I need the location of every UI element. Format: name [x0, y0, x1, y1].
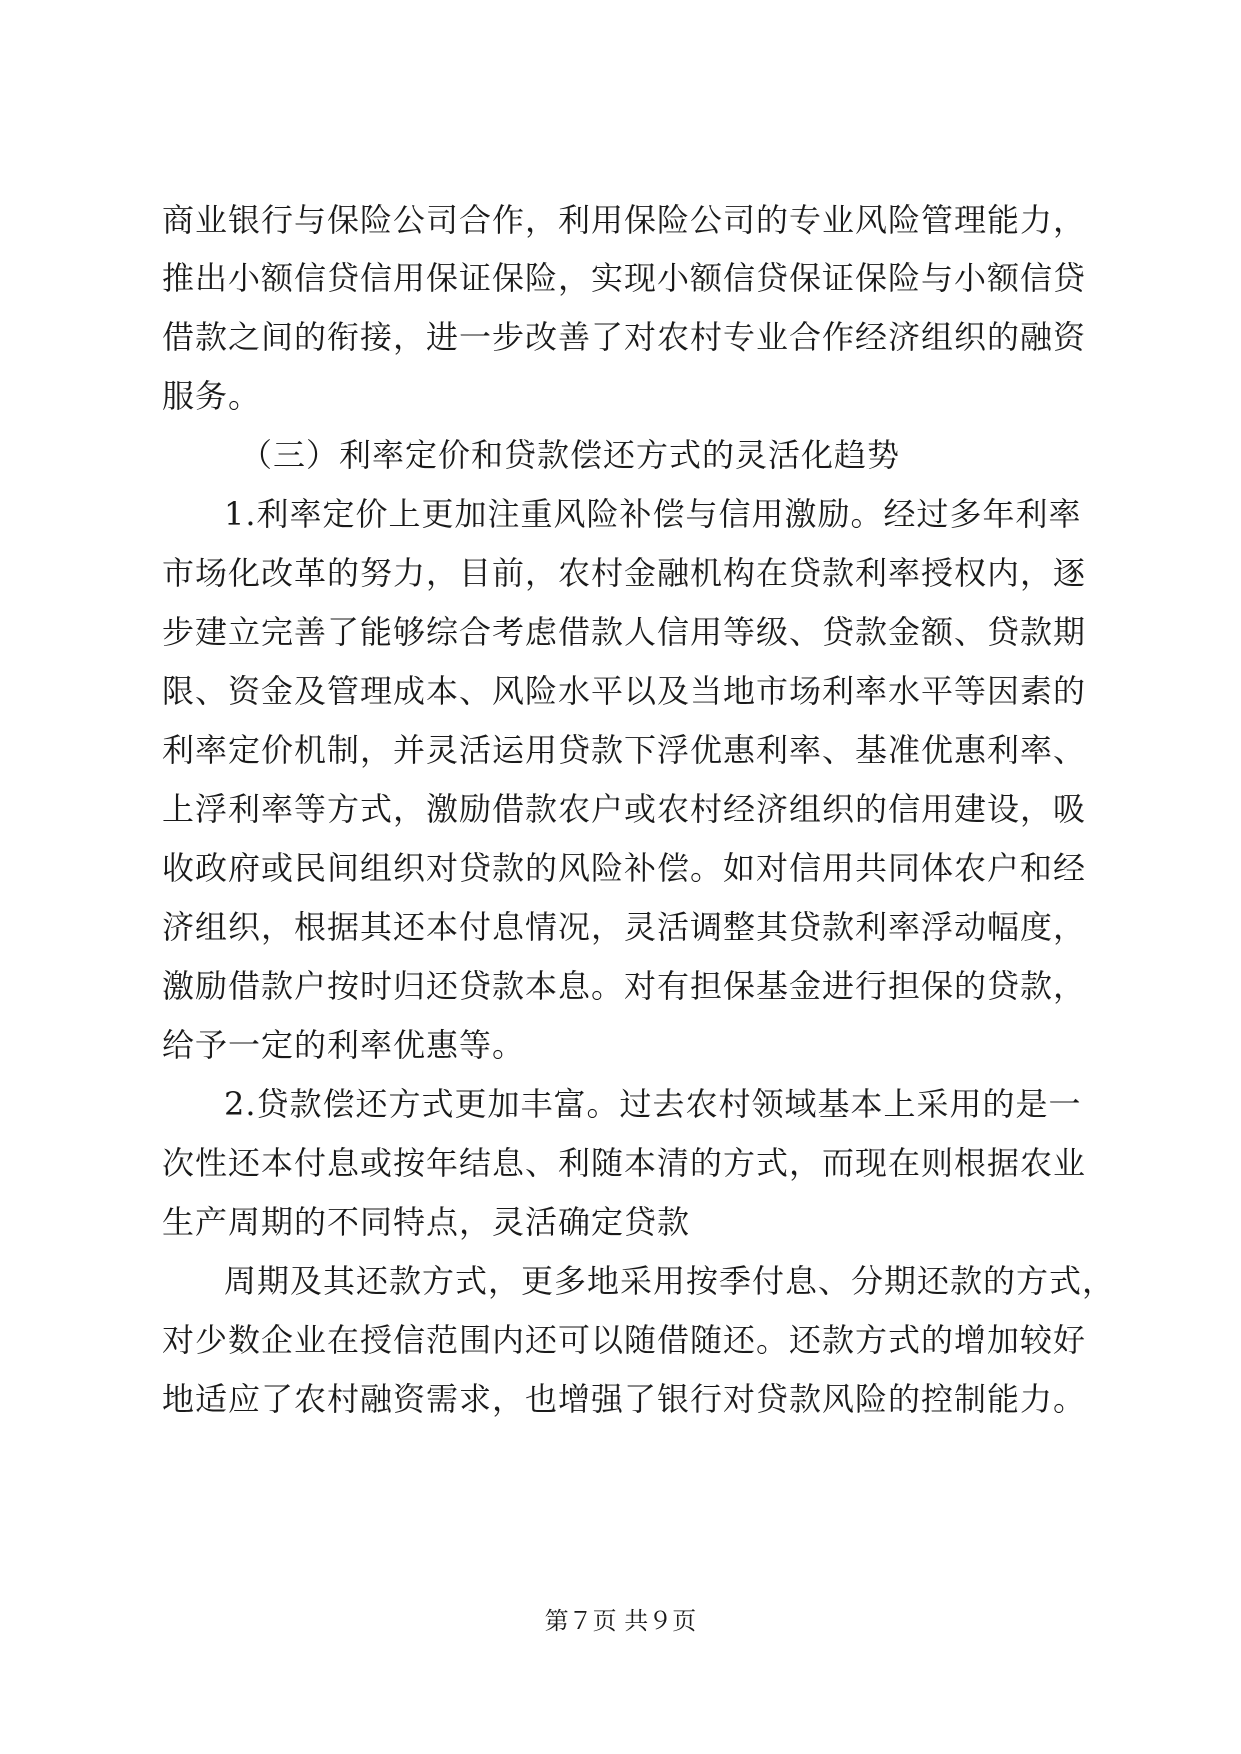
text-line: 激励借款户按时归还贷款本息。对有担保基金进行担保的贷款，: [162, 967, 1087, 1005]
text-line: 地适应了农村融资需求，也增强了银行对贷款风险的控制能力。: [162, 1380, 1087, 1418]
text-line: 生产周期的不同特点，灵活确定贷款: [162, 1203, 691, 1241]
text-line: 对少数企业在授信范围内还可以随借随还。还款方式的增加较好: [162, 1321, 1087, 1359]
text-line: 济组织，根据其还本付息情况，灵活调整其贷款利率浮动幅度，: [162, 908, 1087, 946]
text-line: 给予一定的利率优惠等。: [162, 1026, 526, 1064]
text-line: 借款之间的衔接，进一步改善了对农村专业合作经济组织的融资: [162, 318, 1087, 356]
text-line: 推出小额信贷信用保证保险，实现小额信贷保证保险与小额信贷: [162, 259, 1087, 297]
text-line: 上浮利率等方式，激励借款农户或农村经济组织的信用建设，吸: [162, 790, 1087, 828]
text-line: 市场化改革的努力，目前，农村金融机构在贷款利率授权内，逐: [162, 554, 1087, 592]
text-line: 次性还本付息或按年结息、利随本清的方式，而现在则根据农业: [162, 1144, 1087, 1182]
page-number: 第７页 共９页: [544, 1607, 697, 1635]
paragraph-first-line: 周期及其还款方式，更多地采用按季付息、分期还款的方式，: [224, 1262, 1116, 1300]
text-line: 限、资金及管理成本、风险水平以及当地市场利率水平等因素的: [162, 672, 1087, 710]
text-line: 商业银行与保险公司合作，利用保险公司的专业风险管理能力，: [162, 201, 1087, 239]
section-heading: （三）利率定价和贷款偿还方式的灵活化趋势: [240, 436, 901, 474]
paragraph-first-line: 1.利率定价上更加注重风险补偿与信用激励。经过多年利率: [224, 495, 1082, 533]
text-line: 服务。: [162, 377, 262, 415]
text-line: 步建立完善了能够综合考虑借款人信用等级、贷款金额、贷款期: [162, 613, 1087, 651]
text-line: 收政府或民间组织对贷款的风险补偿。如对信用共同体农户和经: [162, 849, 1087, 887]
text-line: 利率定价机制，并灵活运用贷款下浮优惠利率、基准优惠利率、: [162, 731, 1087, 769]
paragraph-first-line: 2.贷款偿还方式更加丰富。过去农村领域基本上采用的是一: [224, 1085, 1082, 1123]
